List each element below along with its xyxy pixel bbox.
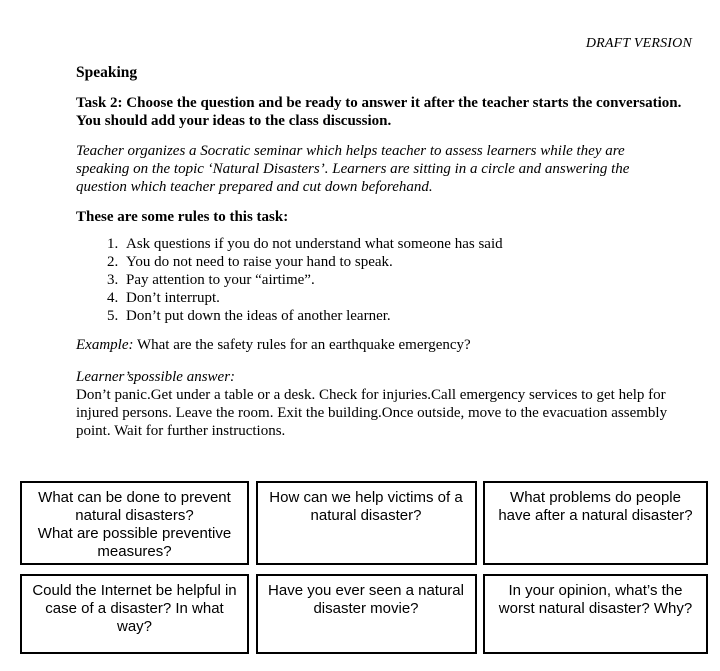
rule-item: 2. You do not need to raise your hand to speak. (122, 253, 696, 271)
card-text: Could the Internet be helpful in case of a disaster? In what way? (32, 582, 237, 635)
task-instruction: Task 2: Choose the question and be ready to answer it after the teacher starts the conversation. You should add your ideas to the class discussion. (76, 95, 682, 129)
question-card-problems (483, 481, 708, 565)
draft-version-label: DRAFT VERSION (585, 36, 692, 51)
rule-item: 3. Pay attention to your “airtime”. (122, 271, 696, 289)
question-card-worst-disaster (483, 574, 708, 654)
answer-label: Learner’spossible answer: (76, 369, 236, 385)
card-text: What problems do people have after a natural disaster? (498, 489, 693, 524)
example (76, 336, 696, 354)
question-card-internet (20, 574, 249, 654)
rules-title: These are some rules to this task: (76, 209, 289, 225)
card-row-2 (20, 574, 708, 654)
rules-list (76, 235, 696, 325)
card-text: What can be done to prevent natural disasters? (38, 489, 231, 524)
rule-item: 1. Ask questions if you do not understand what someone has said (122, 235, 696, 253)
card-text: Have you ever seen a natural disaster movie? (268, 582, 464, 617)
section-title: Speaking (76, 64, 138, 81)
scenario-description: Teacher organizes a Socratic seminar which helps teacher to assess learners while they are speaking on the topic ‘Natural Disasters’. Learners are sitting in a circle and answering the question which teacher prepared and cut down beforehand. (76, 143, 630, 195)
question-card-prevention (20, 481, 249, 565)
question-cards (20, 481, 708, 663)
document-body (76, 64, 696, 440)
card-text: What are possible preventive measures? (37, 525, 232, 560)
example-label: Example: (76, 337, 134, 353)
question-card-movie (256, 574, 477, 654)
card-text: How can we help victims of a natural disaster? (269, 489, 463, 524)
rule-item: 4. Don’t interrupt. (122, 289, 696, 307)
example-question: What are the safety rules for an earthquake emergency? (133, 337, 471, 353)
question-card-help-victims (256, 481, 477, 565)
card-row-1 (20, 481, 708, 565)
answer-text: Don’t panic.Get under a table or a desk. Check for injuries.Call emergency services to get help for injured persons. Leave the room. Exit the building.Once outside, move to the evacuation assembly point. Wait for further instructions. (76, 387, 668, 439)
card-text: In your opinion, what’s the worst natural disaster? Why? (498, 582, 693, 617)
rule-item: 5. Don’t put down the ideas of another learner. (122, 307, 696, 325)
